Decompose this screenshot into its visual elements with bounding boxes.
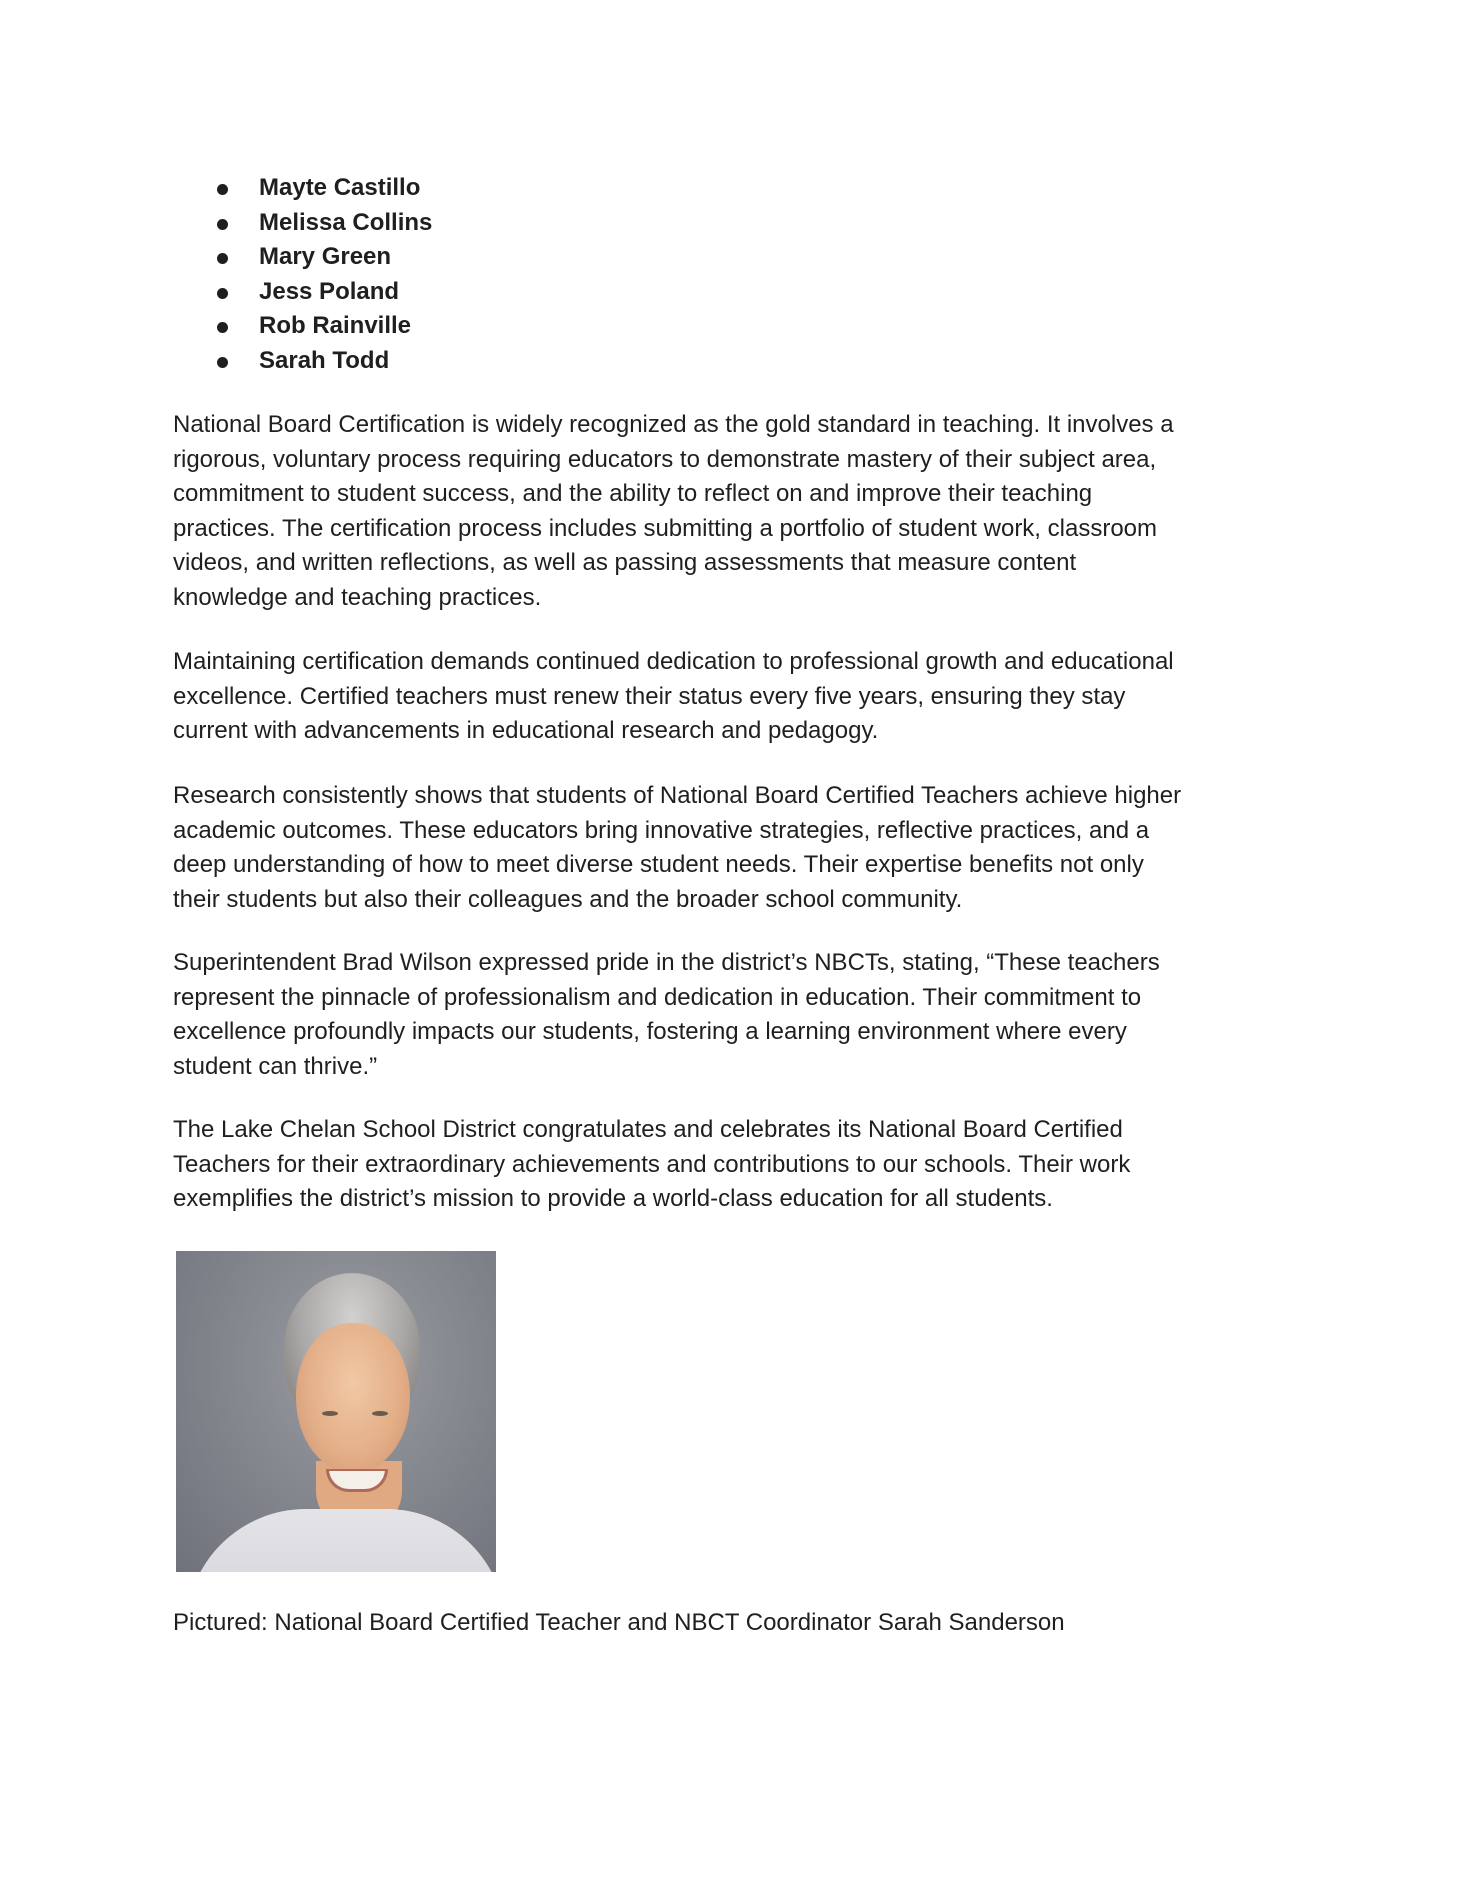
bullet-icon [217, 219, 228, 230]
honoree-name: Melissa Collins [259, 208, 433, 236]
honoree-name: Rob Rainville [259, 312, 412, 340]
honoree-name: Sarah Todd [259, 346, 390, 374]
bullet-icon [217, 253, 228, 264]
text-line: practices. The certification process includes submitting a portfolio of student work, classroom [173, 514, 1157, 542]
text-line: commitment to student success, and the ability to reflect on and improve their teaching [173, 480, 1093, 508]
paragraph-district-congratulations [173, 1113, 1293, 1217]
paragraph-research [173, 779, 1293, 917]
photo-eye-shape [372, 1411, 388, 1416]
text-line: student can thrive.” [173, 1052, 378, 1080]
honoree-list [205, 171, 432, 378]
list-item [205, 240, 432, 275]
list-item [205, 275, 432, 310]
text-line: excellence. Certified teachers must renew their status every five years, ensuring they stay [173, 682, 1126, 710]
text-line: rigorous, voluntary process requiring educators to demonstrate mastery of their subject area, [173, 445, 1157, 473]
text-line: videos, and written reflections, as well as passing assessments that measure content [173, 549, 1077, 577]
honoree-name: Mayte Castillo [259, 174, 421, 202]
text-line: The Lake Chelan School District congratulates and celebrates its National Board Certified [173, 1116, 1123, 1144]
photo-eye-shape [322, 1411, 338, 1416]
text-line: excellence profoundly impacts our students, fostering a learning environment where every [173, 1018, 1127, 1046]
text-line: represent the pinnacle of professionalism and dedication in education. Their commitment to [173, 983, 1142, 1011]
text-line: their students but also their colleagues and the broader school community. [173, 885, 963, 913]
bullet-icon [217, 288, 228, 299]
text-line: Maintaining certification demands continued dedication to professional growth and educational [173, 648, 1174, 676]
paragraph-certification-overview [173, 408, 1293, 615]
text-line: exemplifies the district’s mission to provide a world-class education for all students. [173, 1185, 1053, 1213]
bullet-icon [217, 357, 228, 368]
paragraph-maintaining-certification [173, 645, 1293, 749]
paragraph-superintendent-quote [173, 946, 1293, 1084]
photo-face-shape [296, 1323, 410, 1473]
text-line: academic outcomes. These educators bring innovative strategies, reflective practices, and a [173, 816, 1150, 844]
list-item [205, 309, 432, 344]
caption-text: Pictured: National Board Certified Teacher and NBCT Coordinator Sarah Sanderson [173, 1609, 1065, 1637]
portrait-photo [176, 1251, 496, 1572]
bullet-icon [217, 322, 228, 333]
honoree-name: Jess Poland [259, 277, 400, 305]
text-line: current with advancements in educational research and pedagogy. [173, 717, 879, 745]
list-item [205, 171, 432, 206]
honoree-name: Mary Green [259, 243, 392, 271]
text-line: Teachers for their extraordinary achievements and contributions to our schools. Their work [173, 1150, 1131, 1178]
text-line: Research consistently shows that students of National Board Certified Teachers achieve higher [173, 782, 1182, 810]
list-item [205, 206, 432, 241]
photo-caption [173, 1606, 1293, 1641]
bullet-icon [217, 184, 228, 195]
text-line: Superintendent Brad Wilson expressed pride in the district’s NBCTs, stating, “These teachers [173, 949, 1160, 977]
text-line: deep understanding of how to meet diverse student needs. Their expertise benefits not only [173, 851, 1144, 879]
photo-shirt-shape [186, 1509, 496, 1572]
list-item [205, 344, 432, 379]
text-line: National Board Certification is widely recognized as the gold standard in teaching. It involves a [173, 411, 1174, 439]
text-line: knowledge and teaching practices. [173, 583, 542, 611]
